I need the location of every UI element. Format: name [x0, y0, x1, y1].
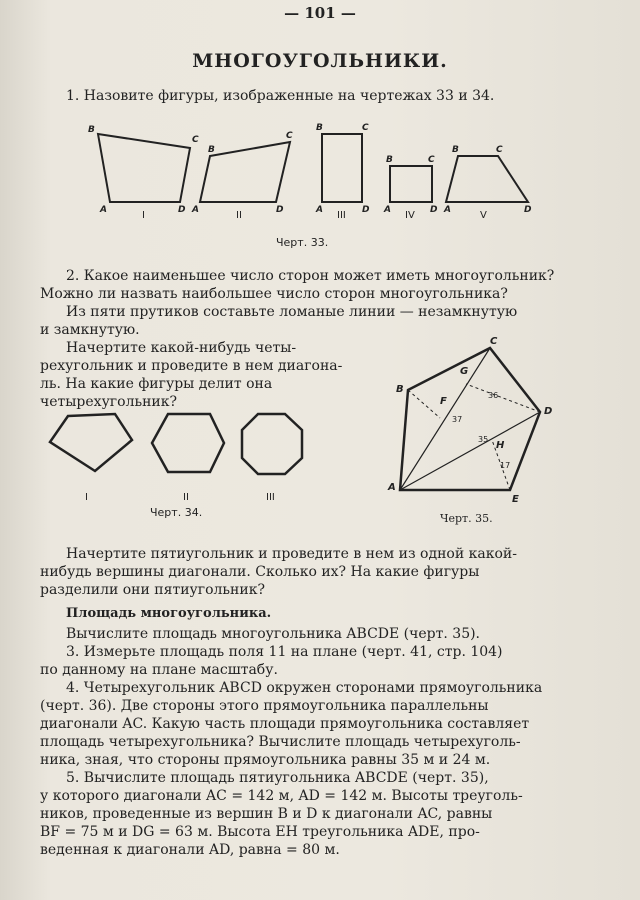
fig33-label: B	[386, 155, 393, 165]
fig33-roman: II	[236, 210, 242, 221]
fig33-shape-5	[446, 156, 528, 202]
fig33-label: A	[100, 205, 107, 215]
fig34-hexagon	[152, 414, 224, 472]
fig34-roman: I	[85, 492, 88, 503]
fig35-diagonal-ad	[400, 412, 540, 490]
fig33-label: B	[88, 125, 95, 135]
area-line: у которого диагонали AC = 142 м, AD = 142 м. Высоты треуголь-	[40, 788, 523, 804]
area-line: 5. Вычислите площадь пятиугольника ABCDE (черт. 35),	[66, 770, 489, 786]
fig35-label-d: D	[544, 406, 553, 417]
fig33-label: A	[192, 205, 199, 215]
fig33-roman: III	[337, 210, 346, 221]
fig35-measure: 17	[500, 461, 511, 470]
fig33-label: B	[208, 145, 215, 155]
task-quad-line: рехугольник и проведите в нем диагона-	[40, 358, 343, 374]
area-line: диагонали AC. Какую часть площади прямоугольника составляет	[40, 716, 530, 732]
fig34-pentagon	[50, 414, 132, 471]
fig35-label-e: E	[512, 494, 519, 505]
task-pent-line: разделили они пятиугольник?	[40, 582, 265, 598]
fig35-measure: 36	[488, 391, 499, 400]
fig35-measure: 35	[478, 435, 489, 444]
fig35-label-a: A	[388, 482, 396, 493]
fig33-label: D	[178, 205, 186, 215]
fig33-label: D	[362, 205, 370, 215]
area-line: Вычислите площадь многоугольника ABCDE (черт. 35).	[66, 626, 481, 642]
task-pent-line: нибудь вершины диагонали. Сколько их? На какие фигуры	[40, 564, 480, 580]
task-quad-line: ль. На какие фигуры делит она	[40, 376, 273, 392]
fig33-label: B	[452, 145, 459, 155]
task-2-line: и замкнутую.	[40, 322, 140, 338]
figure-35	[380, 330, 580, 530]
fig35-label-c: C	[490, 336, 498, 347]
fig35-label-f: F	[440, 396, 447, 407]
task-quad-line: Начертите какой-нибудь четы-	[66, 340, 297, 356]
area-line: площадь четырехугольника? Вычислите площадь четырехуголь-	[40, 734, 521, 750]
fig35-pentagon	[400, 348, 540, 490]
fig33-label: C	[362, 123, 369, 133]
fig35-diagonal-ac	[400, 348, 490, 490]
area-line: BF = 75 м и DG = 63 м. Высота EH треугольника ADE, про-	[40, 824, 480, 840]
fig35-label-g: G	[460, 366, 469, 377]
area-line: ника, зная, что стороны прямоугольника равны 35 м и 24 м.	[40, 752, 491, 768]
area-line: веденная к диагонали AD, равна = 80 м.	[40, 842, 340, 858]
fig33-label: B	[316, 123, 323, 133]
fig33-label: C	[286, 131, 293, 141]
figure-33	[80, 120, 550, 250]
fig33-label: A	[316, 205, 323, 215]
area-line: ников, проведенные из вершин B и D к диагонали AC, равны	[40, 806, 493, 822]
fig33-caption: Черт. 33.	[276, 236, 329, 249]
task-2-line: Из пяти прутиков составьте ломаные линии — незамкнутую	[66, 304, 518, 320]
subsection-title: Площадь многоугольника.	[66, 606, 272, 621]
fig33-roman: V	[480, 210, 487, 221]
task-1: 1. Назовите фигуры, изображенные на чертежах 33 и 34.	[66, 88, 495, 104]
page-number: — 101 —	[284, 4, 356, 22]
fig34-caption: Черт. 34.	[150, 506, 203, 519]
fig33-shape-3	[322, 134, 362, 202]
task-2-line: Можно ли назвать наибольшее число сторон многоугольника?	[40, 286, 508, 302]
task-quad-line: четырехугольник?	[40, 394, 178, 410]
area-line: по данному на плане масштабу.	[40, 662, 278, 678]
task-pent-line: Начертите пятиугольник и проведите в нем из одной какой-	[66, 546, 517, 562]
fig33-shape-1	[98, 134, 190, 202]
fig33-label: C	[496, 145, 503, 155]
fig34-octagon	[242, 414, 302, 474]
fig33-shape-4	[390, 166, 432, 202]
fig35-label-h: H	[496, 440, 505, 451]
fig33-label: A	[384, 205, 391, 215]
area-line: 3. Измерьте площадь поля 11 на плане (черт. 41, стр. 104)	[66, 644, 503, 660]
fig33-label: A	[444, 205, 451, 215]
fig34-roman: II	[183, 492, 189, 503]
fig33-label: D	[276, 205, 284, 215]
task-2-line: 2. Какое наименьшее число сторон может иметь многоугольник?	[66, 268, 555, 284]
fig33-label: C	[192, 135, 199, 145]
fig35-label-b: B	[396, 384, 404, 395]
fig35-caption: Черт. 35.	[440, 512, 493, 525]
section-title: МНОГОУГОЛЬНИКИ.	[192, 50, 448, 72]
fig33-roman: IV	[405, 210, 415, 221]
area-line: (черт. 36). Две стороны этого прямоугольника параллельны	[40, 698, 489, 714]
fig33-label: C	[428, 155, 435, 165]
fig33-label: D	[524, 205, 532, 215]
fig33-label: D	[430, 205, 438, 215]
area-line: 4. Четырехугольник ABCD окружен сторонами прямоугольника	[66, 680, 543, 696]
fig35-measure: 37	[452, 415, 463, 424]
figure-34	[40, 408, 330, 528]
fig35-height-bf	[408, 390, 440, 418]
fig33-roman: I	[142, 210, 145, 221]
fig34-roman: III	[266, 492, 275, 503]
